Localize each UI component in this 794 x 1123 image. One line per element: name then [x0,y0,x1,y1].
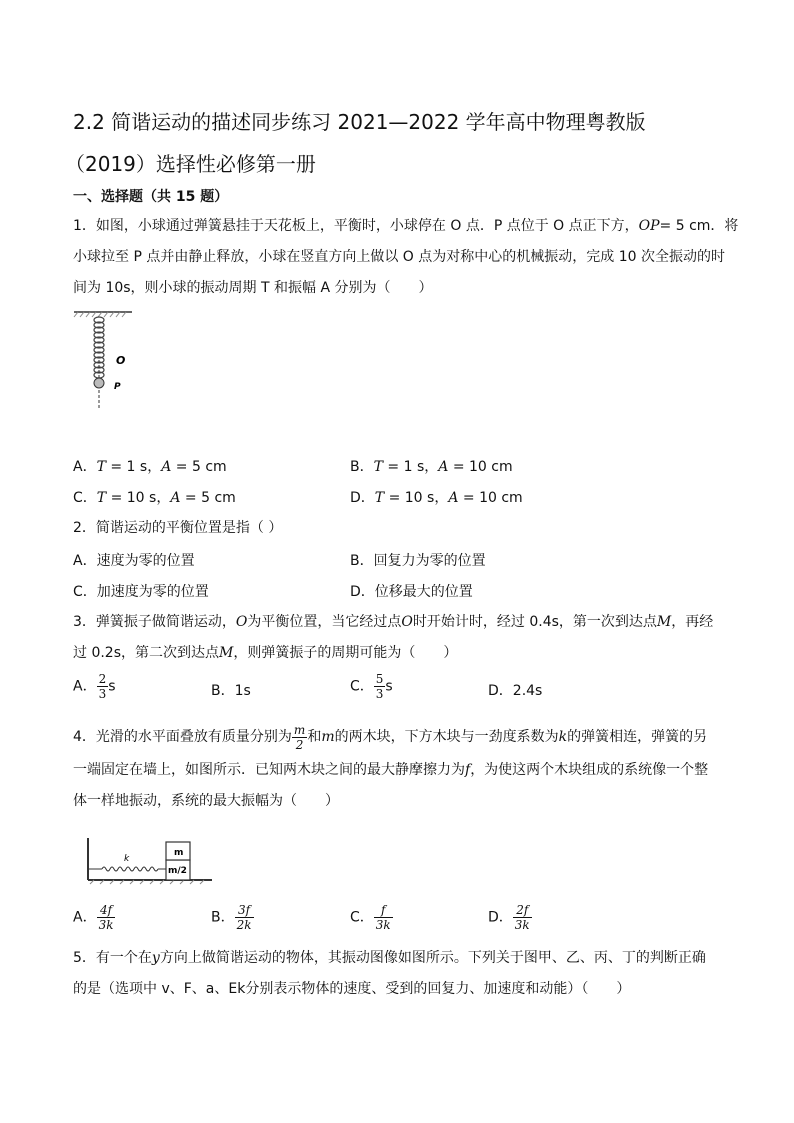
q2-option-c[interactable]: C．加速度为零的位置 [73,584,209,600]
question-1-line2: 小球拉至 P 点并由静止释放，小球在竖直方向上做以 O 点为对称中心的机械振动，完成 10 次全振动的时 [73,249,725,265]
question-3-line2: 过 0.2s，第二次到达点M，则弹簧振子的周期可能为（ ） [73,645,458,661]
label-p: P [114,382,121,392]
question-4-line2: 一端固定在墙上，如图所示．已知两木块之间的最大静摩擦力为f，为使这两个木块组成的系统像一个整 [73,762,709,778]
doc-title-line1: 2.2 简谐运动的描述同步练习 2021—2022 学年高中物理粤教版 [73,110,646,134]
q1-option-b[interactable]: B．T = 1 s，A = 10 cm [350,459,513,475]
q3-option-c[interactable]: C． $\frac{5}{3}$ s [350,672,393,701]
question-1-line1: 1．如图，小球通过弹簧悬挂于天花板上，平衡时，小球停在 O 点．P 点位于 O 点正下方，OP= 5 cm．将 [73,218,739,234]
question-3-line1: 3．弹簧振子做简谐运动，O为平衡位置，当它经过点O时开始计时，经过 0.4s，第一次到达点M，再经 [73,614,714,630]
q4-option-d[interactable]: D． $\frac{2f}{3k}$ [488,903,530,932]
q3-option-b[interactable]: B．1s [211,683,251,699]
q1-option-a[interactable]: A．T = 1 s，A = 5 cm [73,459,227,475]
q3-option-d[interactable]: D．2.4s [488,683,543,699]
label-o: O [116,354,126,367]
section-heading: 一、选择题（共 15 题） [73,189,229,205]
q4-option-c[interactable]: C． $\frac{f}{3k}$ [350,903,391,932]
question-5-line2: 的是（选项中 v、F、a、Ek分别表示物体的速度、受到的回复力、加速度和动能）（ ） [73,981,631,997]
stacked-blocks-figure [84,836,214,886]
q2-option-b[interactable]: B．回复力为零的位置 [350,553,486,569]
q2-option-a[interactable]: A．速度为零的位置 [73,553,195,569]
q4-option-b[interactable]: B． $\frac{3f}{2k}$ [211,903,252,932]
q2-option-d[interactable]: D．位移最大的位置 [350,584,473,600]
label-k: k [124,854,130,864]
question-4-line3: 体一样地振动，系统的最大振幅为（ ） [73,793,339,809]
label-bottom-block: m/2 [168,866,187,876]
label-top-block: m [174,848,184,858]
q3-option-a[interactable]: A． $\frac{2}{3}$ s [73,672,116,701]
q1-option-c[interactable]: C．T = 10 s，A = 5 cm [73,490,236,506]
spring-pendulum-figure [72,310,142,410]
doc-title-line2: （2019）选择性必修第一册 [65,152,316,176]
q4-option-a[interactable]: A． $\frac{4f}{3k}$ [73,903,114,932]
question-1-line3: 间为 10s，则小球的振动周期 T 和振幅 A 分别为（ ） [73,280,433,296]
question-2-stem: 2．简谐运动的平衡位置是指（ ） [73,520,283,536]
question-5-line1: 5．有一个在y方向上做简谐运动的物体，其振动图像如图所示。下列关于图甲、乙、丙、丁的判断正确 [73,950,706,966]
q1-option-d[interactable]: D．T = 10 s，A = 10 cm [350,490,523,506]
question-4-line1: 4．光滑的水平面叠放有质量分别为 $\frac{m}{2}$ 和m的两木块，下方木块与一劲度系数为k的弹簧相连，弹簧的另 [73,722,708,752]
